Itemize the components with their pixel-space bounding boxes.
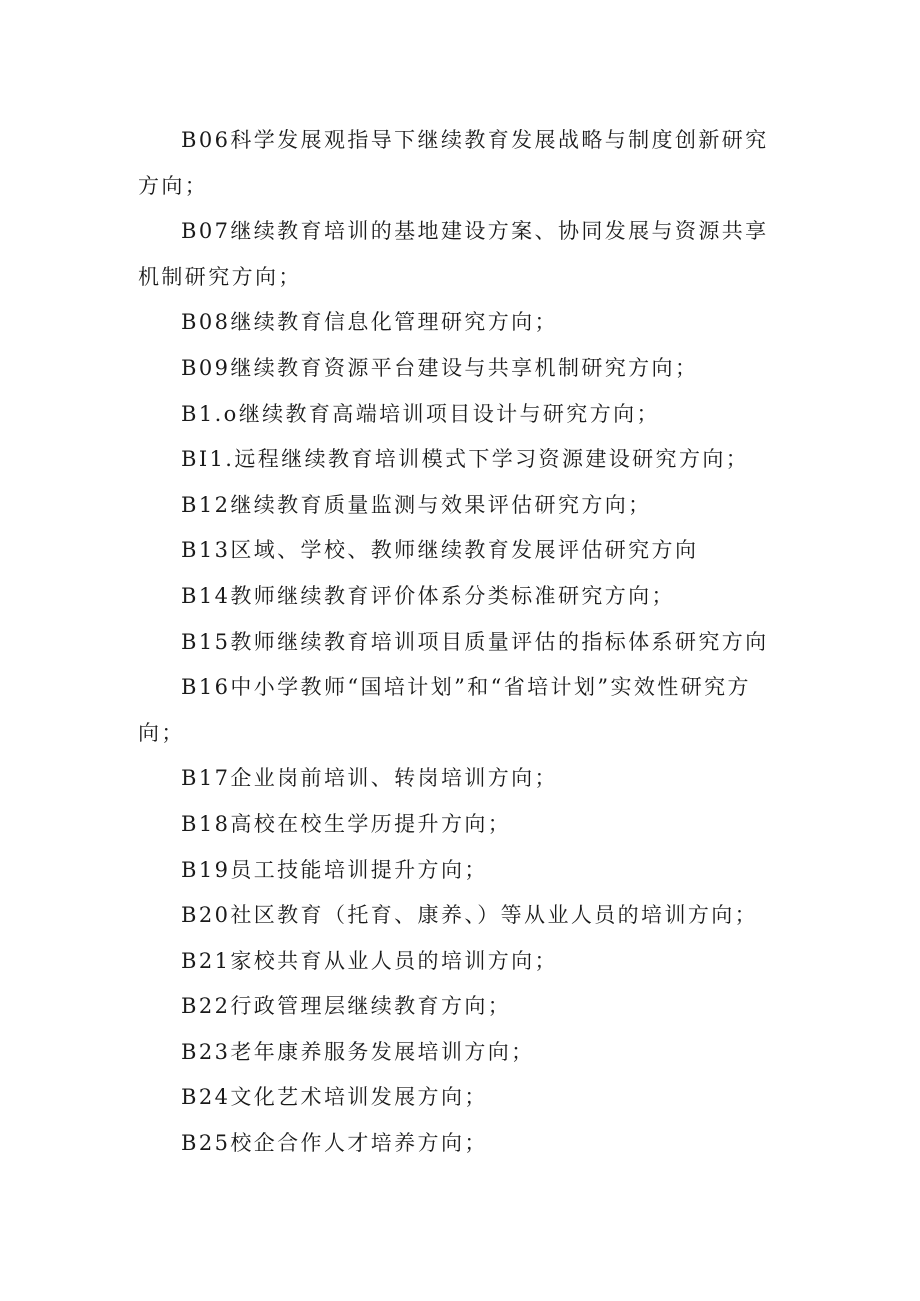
list-item-b20: B20社区教育（托育、康养、）等从业人员的培训方向； [181, 903, 759, 928]
list-item-b25: B25校企合作人才培养方向； [181, 1131, 488, 1156]
list-item-b16: B16中小学教师“国培计划”和“省培计划”实效性研究方向； [138, 675, 751, 745]
list-item-b18: B18高校在校生学历提升方向； [181, 811, 512, 836]
list-item-b11: BI1.远程继续教育培训模式下学习资源建设研究方向； [181, 447, 750, 472]
list-item-b15: B15教师继续教育培训项目质量评估的指标体系研究方向 [181, 629, 769, 654]
document-body [138, 118, 788, 1167]
list-item-b21: B21家校共育从业人员的培训方向； [181, 948, 558, 973]
list-item-b13: B13区域、学校、教师继续教育发展评估研究方向 [181, 538, 699, 563]
list-item-b06: B06科学发展观指导下继续教育发展战略与制度创新研究方向； [138, 128, 769, 198]
list-item-b09: B09继续教育资源平台建设与共享机制研究方向； [181, 355, 699, 380]
list-item-b24: B24文化艺术培训发展方向； [181, 1085, 488, 1110]
list-item-b23: B23老年康养服务发展培训方向； [181, 1039, 535, 1064]
list-item-b19: B19员工技能培训提升方向； [181, 857, 488, 882]
list-item-b08: B08继续教育信息化管理研究方向； [181, 310, 558, 335]
list-item-b14: B14教师继续教育评价体系分类标准研究方向； [181, 583, 675, 608]
list-item-b07: B07继续教育培训的基地建设方案、协同发展与资源共享机制研究方向； [138, 219, 769, 289]
list-item-b17: B17企业岗前培训、转岗培训方向； [181, 766, 558, 791]
list-item-b22: B22行政管理层继续教育方向； [181, 994, 512, 1019]
list-item-b10: B1.o继续教育高端培训项目设计与研究方向； [181, 401, 660, 426]
list-item-b12: B12继续教育质量监测与效果评估研究方向； [181, 492, 652, 517]
